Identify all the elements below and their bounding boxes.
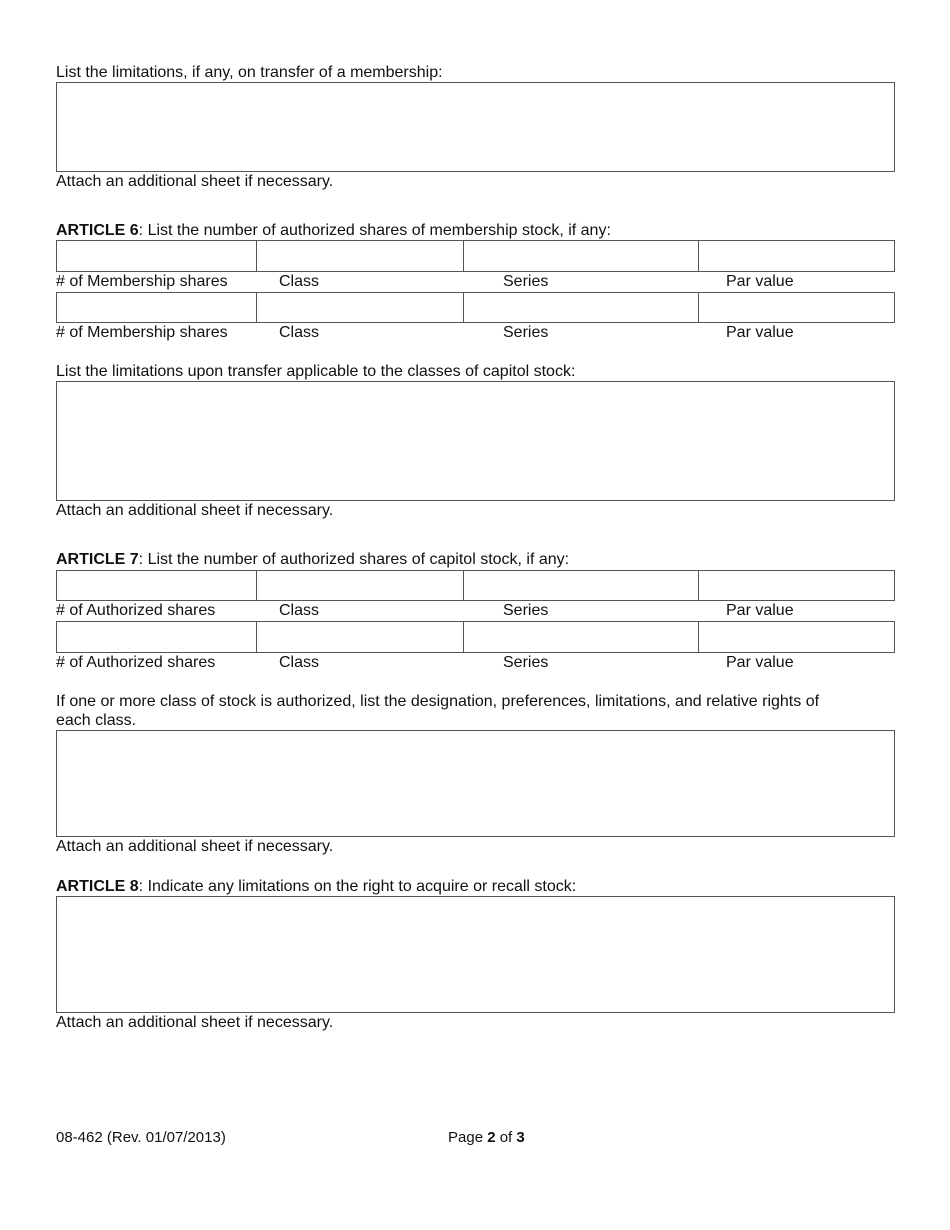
class-designation-label-line2: each class. <box>56 712 137 729</box>
article6-row1-parvalue-input[interactable] <box>698 240 895 272</box>
article7-row1-series-label: Series <box>503 602 549 619</box>
membership-transfer-textarea[interactable] <box>56 82 895 172</box>
article7-row2-parvalue-label: Par value <box>726 654 794 671</box>
article6-row2-class-input[interactable] <box>256 292 464 323</box>
article7-row1-parvalue-label: Par value <box>726 602 794 619</box>
article7-heading-line <box>56 551 569 569</box>
class-designation-label-line1: If one or more class of stock is authorized, list the designation, preferences, limitations, and relative rights of <box>56 693 820 710</box>
page-of: of <box>495 1129 517 1146</box>
article6-row2-shares-label: # of Membership shares <box>56 324 228 341</box>
form-number: 08-462 (Rev. 01/07/2013) <box>56 1129 226 1146</box>
article6-row1-series-input[interactable] <box>463 240 699 272</box>
article6-heading-line <box>56 222 611 240</box>
article6-row2-parvalue-label: Par value <box>726 324 794 341</box>
article7-row2-parvalue-input[interactable] <box>698 621 895 653</box>
article7-row1-shares-input[interactable] <box>56 570 257 601</box>
article6-row2-parvalue-input[interactable] <box>698 292 895 323</box>
class-designation-textarea[interactable] <box>56 730 895 837</box>
article6-row2-class-label: Class <box>279 324 320 341</box>
attach-note: Attach an additional sheet if necessary. <box>56 173 334 190</box>
article7-row1-parvalue-input[interactable] <box>698 570 895 601</box>
capitol-transfer-textarea[interactable] <box>56 381 895 501</box>
article7-text: : List the number of authorized shares of capitol stock, if any: <box>138 551 570 568</box>
page-indicator <box>448 1129 525 1147</box>
attach-note: Attach an additional sheet if necessary. <box>56 502 334 519</box>
page-current: 2 <box>487 1129 496 1146</box>
article7-row2-series-input[interactable] <box>463 621 699 653</box>
article7-row2-class-label: Class <box>279 654 320 671</box>
article6-row1-parvalue-label: Par value <box>726 273 794 290</box>
article6-row2-series-input[interactable] <box>463 292 699 323</box>
attach-note: Attach an additional sheet if necessary. <box>56 838 334 855</box>
article7-row2-shares-label: # of Authorized shares <box>56 654 216 671</box>
article6-row1-series-label: Series <box>503 273 549 290</box>
attach-note: Attach an additional sheet if necessary. <box>56 1014 334 1031</box>
article6-row1-class-label: Class <box>279 273 320 290</box>
article6-row1-shares-label: # of Membership shares <box>56 273 228 290</box>
article7-row2-class-input[interactable] <box>256 621 464 653</box>
capitol-transfer-label: List the limitations upon transfer applicable to the classes of capitol stock: <box>56 363 576 380</box>
page-total: 3 <box>516 1129 525 1146</box>
article8-heading-line <box>56 878 576 896</box>
article6-row1-class-input[interactable] <box>256 240 464 272</box>
article6-row1-shares-input[interactable] <box>56 240 257 272</box>
article7-heading: ARTICLE 7 <box>56 551 139 568</box>
article7-row1-class-label: Class <box>279 602 320 619</box>
acquire-recall-textarea[interactable] <box>56 896 895 1013</box>
article7-row2-shares-input[interactable] <box>56 621 257 653</box>
article7-row1-series-input[interactable] <box>463 570 699 601</box>
article7-row2-series-label: Series <box>503 654 549 671</box>
article7-row1-class-input[interactable] <box>256 570 464 601</box>
article6-row2-series-label: Series <box>503 324 549 341</box>
article6-row2-shares-input[interactable] <box>56 292 257 323</box>
page-prefix: Page <box>448 1129 488 1146</box>
article6-heading: ARTICLE 6 <box>56 222 139 239</box>
article8-heading: ARTICLE 8 <box>56 878 139 895</box>
article6-text: : List the number of authorized shares of membership stock, if any: <box>138 222 611 239</box>
article8-text: : Indicate any limitations on the right to acquire or recall stock: <box>138 878 577 895</box>
article7-row1-shares-label: # of Authorized shares <box>56 602 216 619</box>
membership-transfer-label: List the limitations, if any, on transfer of a membership: <box>56 64 443 81</box>
